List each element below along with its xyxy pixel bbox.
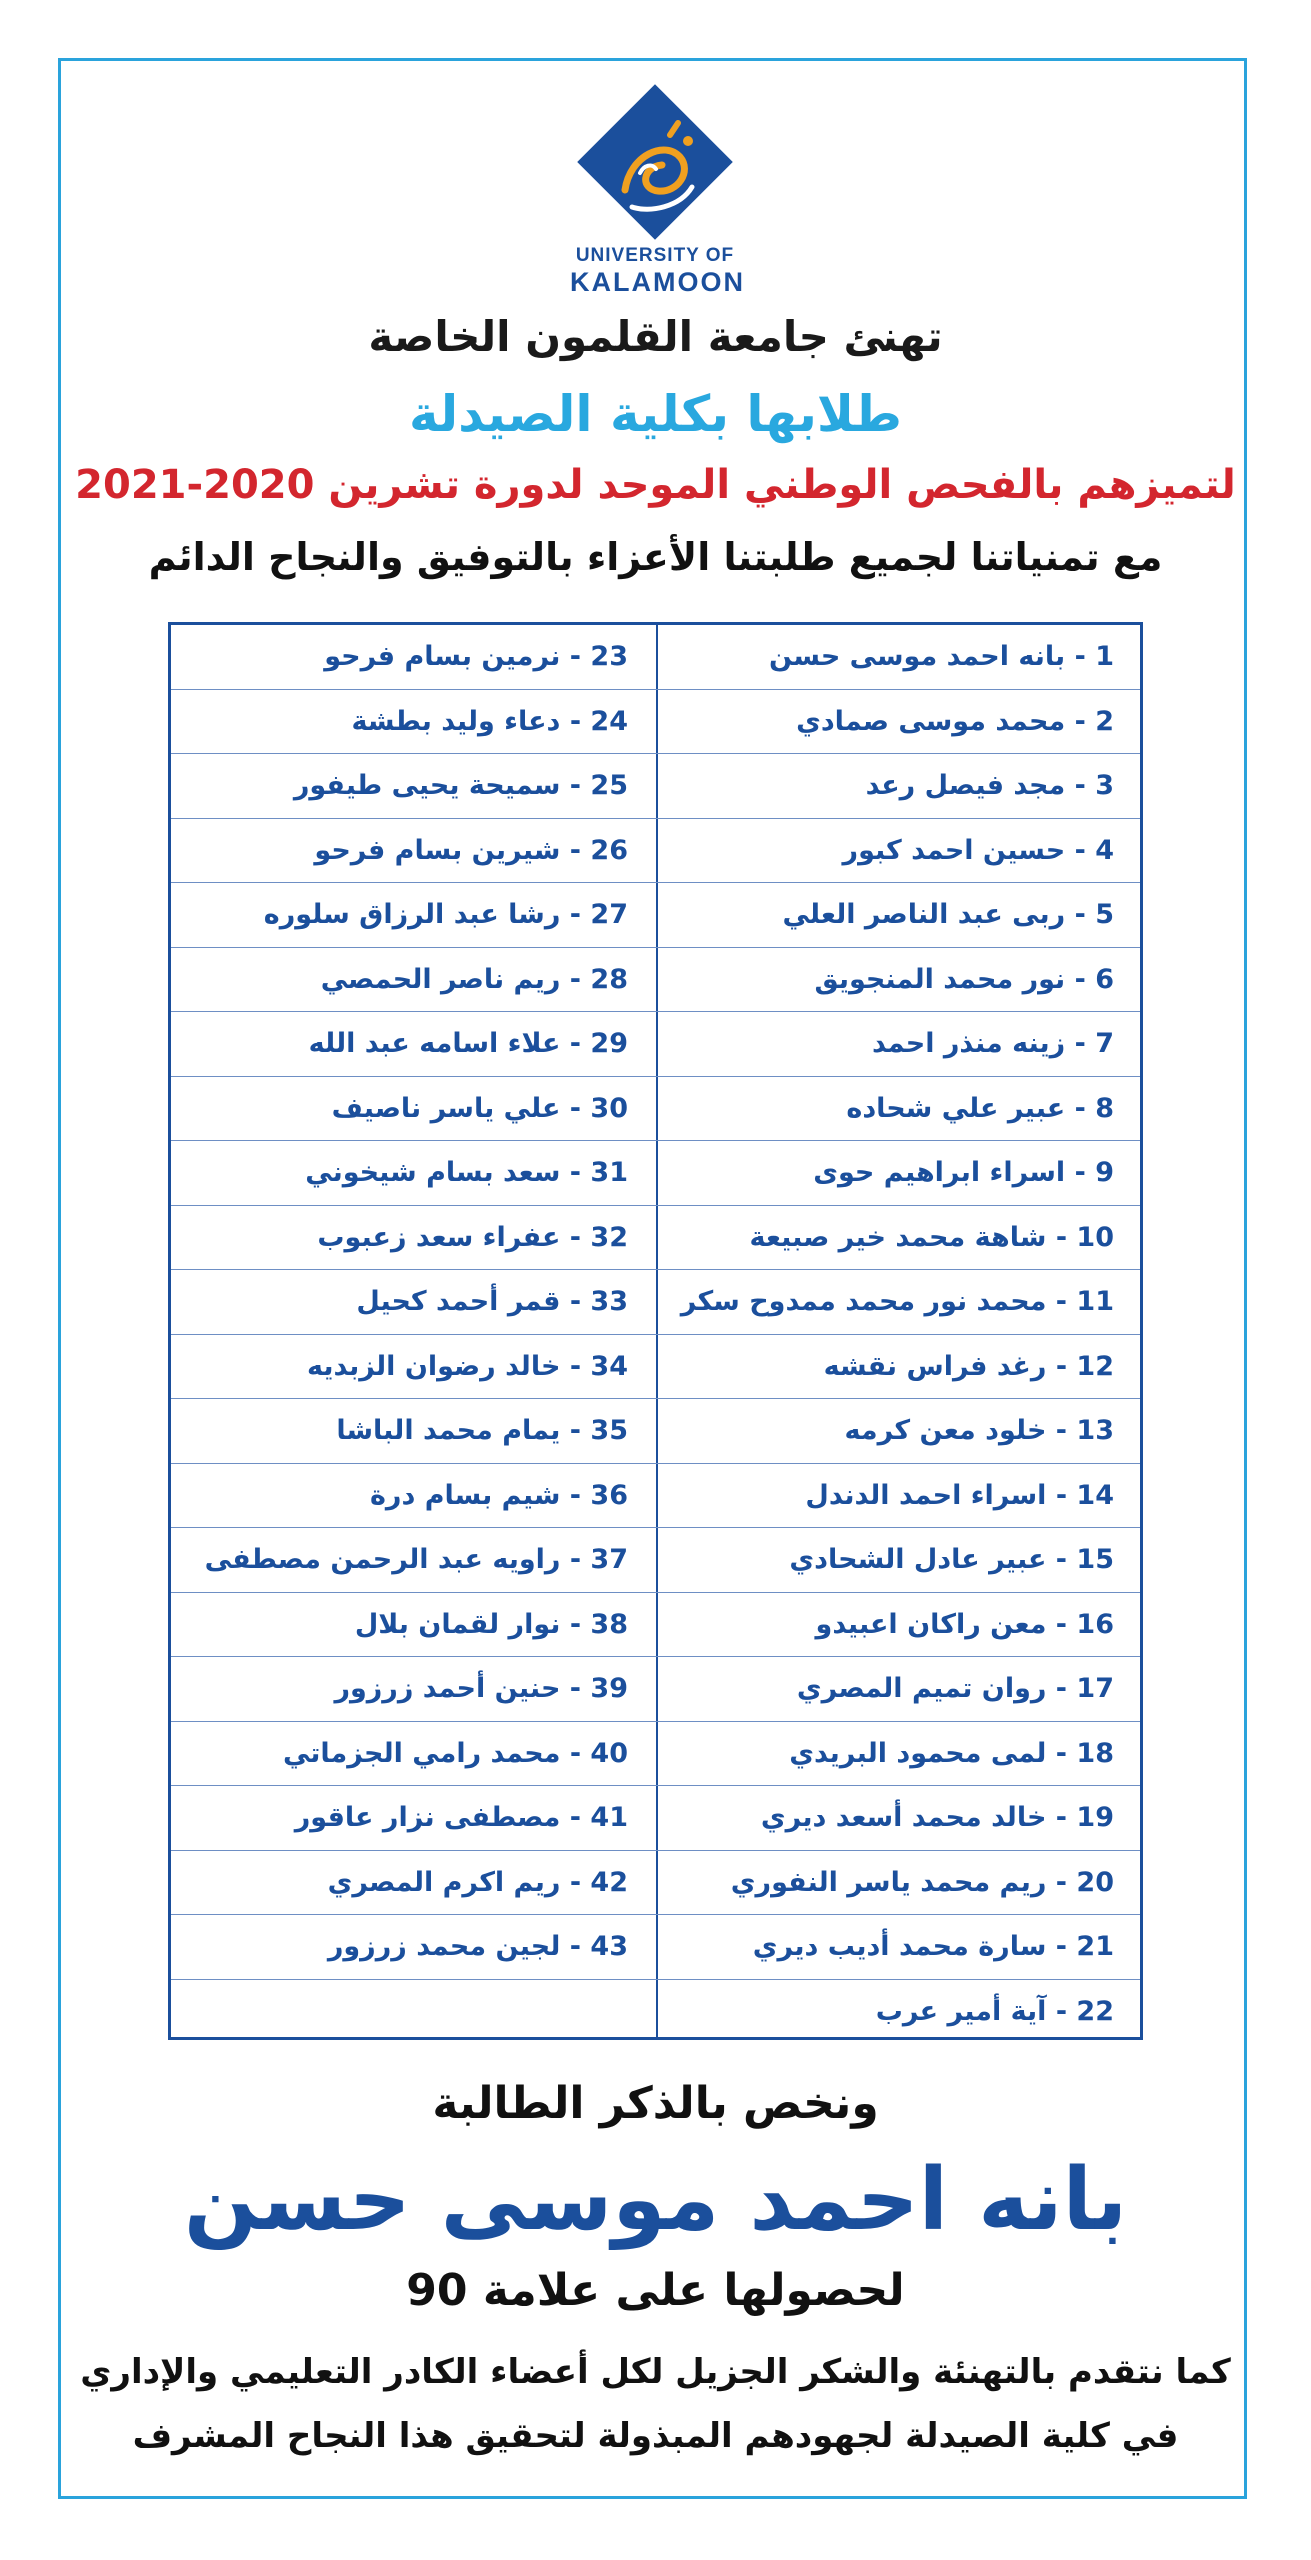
student-name-cell: 43 - لجين محمد زرزور xyxy=(327,1931,628,1962)
table-row xyxy=(171,1464,1140,1529)
logo-university-of: UNIVERSITY OF xyxy=(575,245,735,266)
table-row xyxy=(171,1270,1140,1335)
student-name-cell: 20 - ريم محمد ياسر النفوري xyxy=(730,1866,1114,1898)
student-name-cell: 6 - نور محمد المنجويق xyxy=(814,963,1114,995)
student-name-cell: 38 - نوار لقمان بلال xyxy=(354,1608,628,1640)
table-row xyxy=(171,754,1140,819)
header-line-1: تهنئ جامعة القلمون الخاصة xyxy=(368,312,943,361)
table-row xyxy=(171,1915,1140,1980)
student-name-cell: 30 - علي ياسر ناصيف xyxy=(331,1092,628,1124)
table-row xyxy=(171,1722,1140,1787)
student-name-cell: 15 - عبير عادل الشحادي xyxy=(789,1544,1114,1575)
table-row xyxy=(171,1980,1140,2045)
student-name-cell: 39 - حنين أحمد زرزور xyxy=(334,1673,628,1704)
student-name-cell: 37 - راويه عبد الرحمن مصطفى xyxy=(204,1544,628,1575)
student-name-cell: 26 - شيرين بسام فرحو xyxy=(314,834,628,866)
student-name-cell: 4 - حسين احمد كبور xyxy=(842,834,1114,866)
student-name-cell: 35 - يمام محمد الباشا xyxy=(336,1415,628,1446)
table-row xyxy=(171,1528,1140,1593)
footer-line-4: كما نتقدم بالتهنئة والشكر الجزيل لكل أعضاء الكادر التعليمي والإداري xyxy=(80,2352,1231,2392)
students-table xyxy=(168,622,1143,2040)
table-row xyxy=(171,948,1140,1013)
student-name-cell: 31 - سعد بسام شيخوني xyxy=(305,1157,628,1188)
student-name-cell: 22 - آية أمير عرب xyxy=(875,1995,1114,2027)
student-name-cell: 1 - بانه احمد موسى حسن xyxy=(769,641,1114,672)
university-logo xyxy=(570,95,745,297)
student-name-cell: 33 - قمر أحمد كحيل xyxy=(356,1286,628,1317)
student-name-cell: 10 - شاهة محمد خير صبيعة xyxy=(749,1221,1114,1253)
student-name-cell: 18 - لمى محمود البريدي xyxy=(789,1737,1114,1769)
student-name-cell: 9 - اسراء ابراهيم حوى xyxy=(813,1157,1114,1188)
logo-kalamoon: KALAMOON xyxy=(570,267,745,297)
table-row xyxy=(171,1786,1140,1851)
student-name-cell: 2 - محمد موسى صمادي xyxy=(796,705,1114,737)
table-row xyxy=(171,1206,1140,1271)
student-name-cell: 7 - زينه منذر احمد xyxy=(872,1028,1114,1059)
student-name-cell: 14 - اسراء احمد الدندل xyxy=(805,1479,1114,1511)
table-row xyxy=(171,1593,1140,1658)
student-name-cell: 17 - روان تميم المصري xyxy=(796,1673,1114,1704)
table-row xyxy=(171,883,1140,948)
footer-line-5: في كلية الصيدلة لجهودهم المبذولة لتحقيق هذا النجاح المشرف xyxy=(132,2416,1179,2456)
footer-line-1: ونخص بالذكر الطالبة xyxy=(432,2078,879,2129)
table-row xyxy=(171,1141,1140,1206)
table-row xyxy=(171,819,1140,884)
student-name-cell: 25 - سميحة يحيى طيفور xyxy=(293,770,628,801)
student-name-cell: 16 - معن راكان اعبيدو xyxy=(815,1608,1114,1640)
student-name-cell xyxy=(178,1980,628,2044)
header-line-3: لتميزهم بالفحص الوطني الموحد لدورة تشرين 2020-2021 xyxy=(75,462,1236,508)
student-name-cell: 24 - دعاء وليد بطشة xyxy=(351,705,628,737)
student-name-cell: 23 - نرمين بسام فرحو xyxy=(324,641,628,672)
table-row xyxy=(171,1335,1140,1400)
student-name-cell: 28 - ريم ناصر الحمصي xyxy=(320,963,628,995)
header-line-4: مع تمنياتنا لجميع طلبتنا الأعزاء بالتوفيق والنجاح الدائم xyxy=(148,535,1163,579)
student-name-cell: 29 - علاء اسامه عبد الله xyxy=(308,1028,628,1059)
top-student-name: بانه احمد موسى حسن xyxy=(183,2150,1128,2250)
header-line-2: طلابها بكلية الصيدلة xyxy=(409,385,902,443)
table-row xyxy=(171,1077,1140,1142)
table-row xyxy=(171,1399,1140,1464)
student-name-cell: 40 - محمد رامي الجزماتي xyxy=(282,1737,628,1769)
student-name-cell: 36 - شيم بسام درة xyxy=(369,1479,628,1511)
student-name-cell: 34 - خالد رضوان الزبديه xyxy=(306,1350,628,1382)
student-name-cell: 41 - مصطفى نزار عاقور xyxy=(294,1802,628,1833)
student-name-cell: 12 - رغد فراس نقشه xyxy=(823,1350,1114,1382)
student-name-cell: 19 - خالد محمد أسعد ديري xyxy=(760,1802,1114,1833)
student-name-cell: 5 - ربى عبد الناصر العلي xyxy=(782,899,1114,930)
table-row xyxy=(171,1012,1140,1077)
student-name-cell: 11 - محمد نور محمد ممدوح سكر xyxy=(680,1286,1114,1317)
table-row xyxy=(171,1657,1140,1722)
student-name-cell: 3 - مجد فيصل رعد xyxy=(865,770,1114,801)
student-name-cell: 21 - سارة محمد أديب ديري xyxy=(752,1931,1114,1962)
table-row xyxy=(171,625,1140,690)
logo-calligraphy-icon xyxy=(570,95,740,265)
footer-line-3: لحصولها على علامة 90 xyxy=(406,2265,905,2316)
student-name-cell: 42 - ريم اكرم المصري xyxy=(327,1866,628,1898)
table-row xyxy=(171,1851,1140,1916)
student-name-cell: 32 - عفراء سعد زعبوب xyxy=(317,1221,628,1253)
table-row xyxy=(171,690,1140,755)
student-name-cell: 8 - عبير علي شحاده xyxy=(846,1092,1114,1124)
student-name-cell: 27 - رشا عبد الرزاق سلوره xyxy=(263,899,628,930)
student-name-cell: 13 - خلود معن كرمه xyxy=(844,1415,1114,1446)
